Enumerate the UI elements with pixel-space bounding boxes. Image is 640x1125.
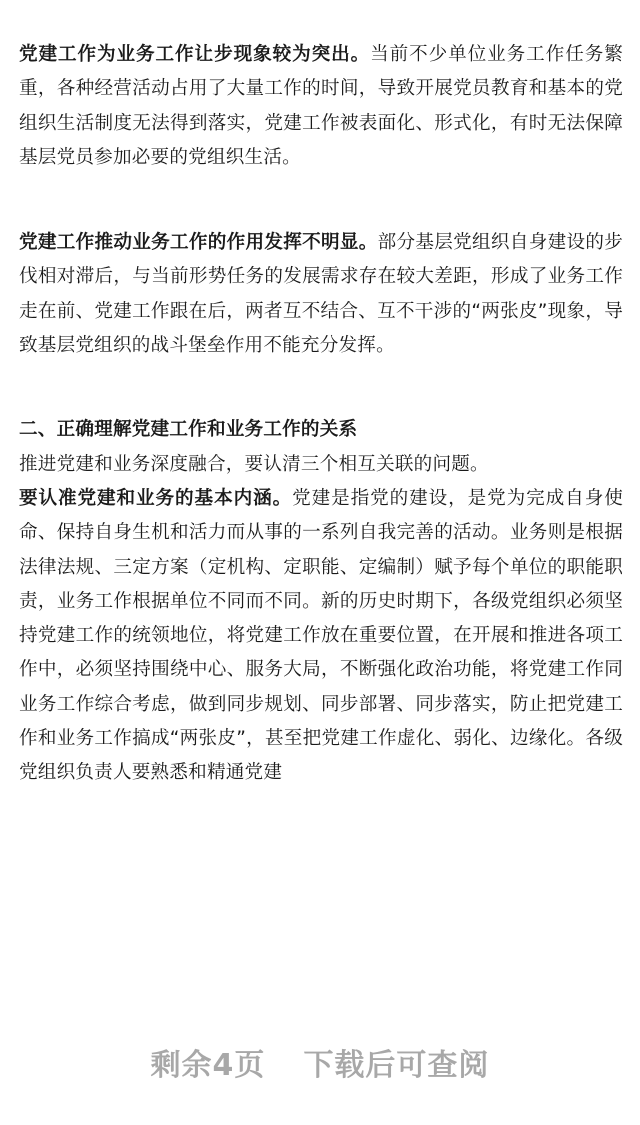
paragraph-three-issues: 推进党建和业务深度融合，要认清三个相互关联的问题。: [19, 453, 489, 475]
paragraph-body: 党建是指党的建设，是党为完成自身使命、保持自身生机和活力而从事的一系列自我完善的活动。业务则是根据法律法规、三定方案（定机构、定职能、定编制）赋予每个单位的职能职责，业务工作根据单位不同而不同。新的历史时期下，各级党组织必须坚持党建工作的统领地位，将党建工作放在重要位置，在开展和推进各项工作中，必须坚持围绕中心、服务大局，不断强化政治功能，将党建工作同业务工作综合考虑，做到同步规划、同步部署、同步落实，防止把党建工作和业务工作搞成“两张皮”，甚至把党建工作虚化、弱化、边缘化。各级党组织负责人要熟悉和精通党建: [19, 487, 623, 784]
paragraph-spacer: [19, 175, 623, 226]
paragraph-lead: 党建工作推动业务工作的作用发挥不明显。: [19, 232, 378, 254]
paragraph-basic-connotation: [19, 482, 623, 791]
remaining-pages-label: 剩余4页: [150, 1048, 266, 1083]
paragraph-lead: 党建工作为业务工作让步现象较为突出。: [19, 44, 371, 65]
document-content: [19, 38, 623, 791]
section-heading: 二、正确理解党建工作和业务工作的关系: [19, 419, 358, 441]
paragraph-body: 当前不少单位业务工作任务繁重，各种经营活动占用了大量工作的时间，导致开展党员教育和基本的党组织生活制度无法得到落实，党建工作被表面化、形式化，有时无法保障基层党员参加必要的党组织生活。: [19, 44, 623, 168]
section-spacer: [19, 363, 623, 413]
paragraph-body: 部分基层党组织自身建设的步伐相对滞后，与当前形势任务的发展需求存在较大差距，形成了业务工作走在前、党建工作跟在后，两者互不结合、互不干涉的“两张皮”现象，导致基层党组织的战斗堡垒作用不能充分发挥。: [19, 232, 623, 357]
paragraph-lead: 要认准党建和业务的基本内涵。: [19, 487, 293, 509]
paragraph-party-building-yields: [19, 38, 623, 175]
download-to-view-label: 下载后可查阅: [303, 1048, 490, 1083]
download-prompt[interactable]: [0, 1040, 640, 1084]
paragraph-role-not-obvious: [19, 226, 623, 363]
